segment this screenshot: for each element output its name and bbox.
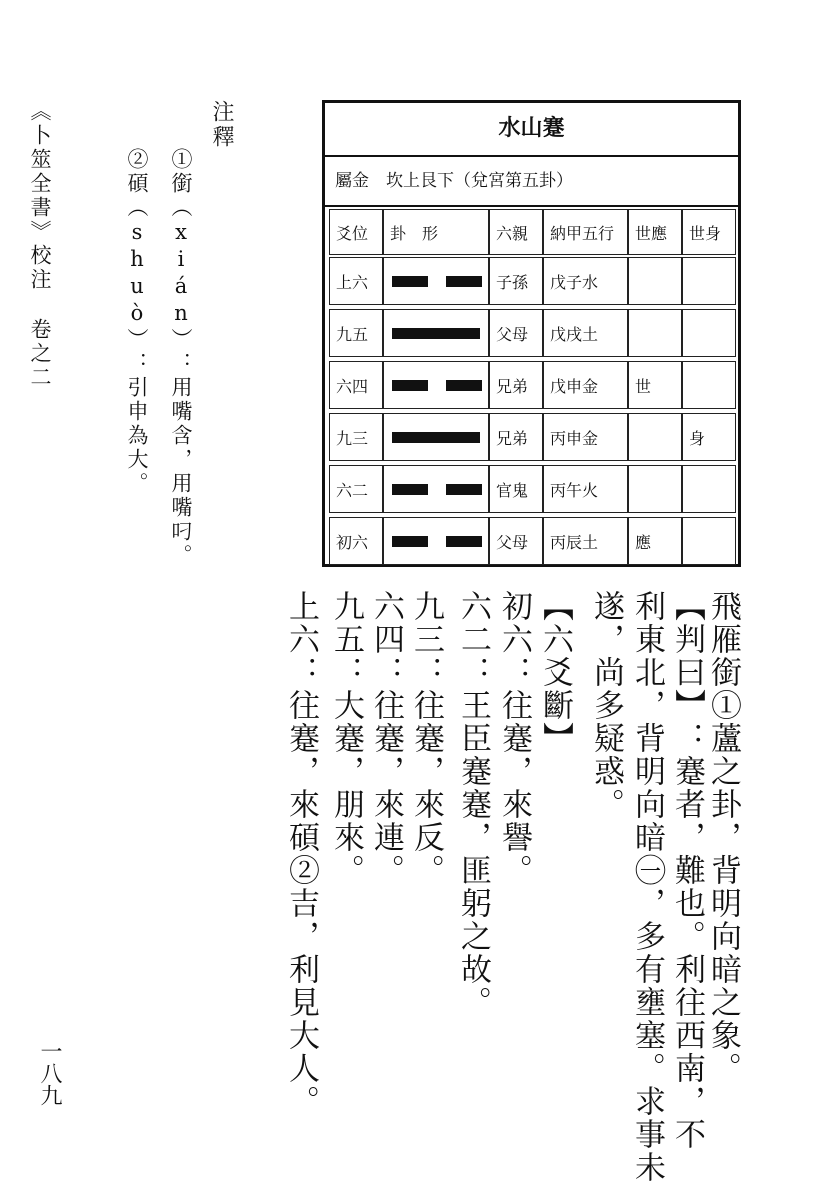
line-shape-cell [383, 465, 489, 513]
table-cell-relative [489, 257, 543, 305]
yang-line [392, 328, 480, 339]
table-cell-relative-text: 父母 [496, 532, 529, 552]
table-cell-shishen [682, 361, 736, 409]
table-cell-shishen-text: 身 [689, 428, 706, 448]
main-line-1: 飛雁銜①蘆之卦，背明向暗之象。 [705, 590, 741, 1085]
table-header-cell-text: 納甲五行 [550, 223, 615, 243]
hexagram-table [322, 100, 741, 567]
table-cell-shiying [628, 465, 682, 513]
main-line-3: 利東北，背明向暗㊀，多有壅塞。求事未 [629, 590, 665, 1184]
hexagram-subtitle: 屬金 坎上艮下（兌宮第五卦） [325, 155, 738, 207]
table-cell-shishen [682, 465, 736, 513]
table-header-cell-text: 六親 [496, 223, 529, 243]
section-heading-six-lines: 【六爻斷】 [537, 590, 573, 755]
table-header-cell [682, 209, 736, 255]
table-cell-position-text: 六二 [336, 480, 369, 500]
table-cell-position-text: 九五 [336, 324, 369, 344]
table-cell-najia-text: 丙辰土 [550, 532, 599, 552]
table-cell-position-text: 九三 [336, 428, 369, 448]
yin-line-segment [446, 276, 482, 287]
table-cell-shishen [682, 413, 736, 461]
table-cell-relative [489, 309, 543, 357]
main-line-liu-er: 六二：王臣蹇蹇，匪躬之故。 [455, 590, 491, 1019]
main-line-liu-si: 六四：往蹇，來連。 [368, 590, 404, 887]
table-cell-shiying [628, 257, 682, 305]
page-number: 一八九 [37, 1040, 62, 1106]
table-header-cell [628, 209, 682, 255]
yin-line-segment [392, 276, 428, 287]
table-header-cell [489, 209, 543, 255]
yin-line-segment [446, 536, 482, 547]
table-cell-shiying-text: 應 [635, 532, 652, 552]
table-cell-shiying [628, 517, 682, 565]
table-cell-najia-text: 戊戌土 [550, 324, 599, 344]
table-cell-shiying [628, 361, 682, 409]
yang-line [392, 432, 480, 443]
table-cell-position-text: 上六 [336, 272, 369, 292]
hexagram-title: 水山蹇 [325, 103, 738, 157]
line-shape-cell [383, 257, 489, 305]
main-line-chu-liu: 初六：往蹇，來譽。 [496, 590, 532, 887]
line-shape-cell [383, 309, 489, 357]
table-cell-shiying-text: 世 [635, 376, 652, 396]
table-cell-relative-text: 父母 [496, 324, 529, 344]
table-cell-relative-text: 兄弟 [496, 428, 529, 448]
table-cell-relative-text: 兄弟 [496, 376, 529, 396]
main-line-4: 遂，尚多疑惑。 [588, 590, 624, 821]
line-shape-cell [383, 413, 489, 461]
table-cell-najia-text: 戊申金 [550, 376, 599, 396]
running-book-title: 《卜筮全書》校注 [28, 100, 52, 292]
table-cell-position-text: 初六 [336, 532, 369, 552]
table-cell-najia-text: 丙申金 [550, 428, 599, 448]
table-cell-relative [489, 517, 543, 565]
yin-line-segment [446, 380, 482, 391]
table-header-cell [543, 209, 628, 255]
table-header-cell-text: 卦 形 [390, 223, 439, 243]
table-cell-shiying [628, 413, 682, 461]
table-cell-najia-text: 戊子水 [550, 272, 599, 292]
table-cell-relative-text: 官鬼 [496, 480, 529, 500]
table-cell-position [329, 465, 383, 513]
note-1: ①銜（xián）：用嘴含，用嘴叼。 [169, 148, 193, 568]
main-line-jiu-san: 九三：往蹇，來反。 [408, 590, 444, 887]
table-header-cell-text: 爻位 [336, 223, 369, 243]
table-cell-relative [489, 361, 543, 409]
table-cell-najia [543, 465, 628, 513]
table-cell-shiying [628, 309, 682, 357]
note-2: ②碩（shuò）：引申為大。 [125, 148, 149, 496]
main-line-shang-liu: 上六：往蹇，來碩②吉，利見大人。 [283, 590, 319, 1118]
yin-line-segment [392, 380, 428, 391]
table-cell-najia [543, 257, 628, 305]
table-cell-position [329, 517, 383, 565]
table-cell-relative [489, 465, 543, 513]
table-header-cell [383, 209, 489, 255]
running-chapter-title: 卷之二 [28, 318, 52, 390]
line-shape-cell [383, 517, 489, 565]
table-cell-najia [543, 309, 628, 357]
table-cell-najia [543, 413, 628, 461]
table-cell-najia [543, 517, 628, 565]
table-cell-position [329, 309, 383, 357]
line-shape-cell [383, 361, 489, 409]
table-header-cell-text: 世身 [689, 223, 722, 243]
notes-heading: 注釋 [209, 100, 234, 150]
table-cell-position-text: 六四 [336, 376, 369, 396]
table-cell-shishen [682, 309, 736, 357]
table-header-cell-text: 世應 [635, 223, 668, 243]
table-header-cell [329, 209, 383, 255]
table-cell-position [329, 361, 383, 409]
table-cell-shishen [682, 517, 736, 565]
table-cell-shishen [682, 257, 736, 305]
yin-line-segment [446, 484, 482, 495]
main-line-2: 【判曰】：蹇者，難也。利往西南，不 [669, 590, 705, 1151]
yin-line-segment [392, 536, 428, 547]
table-cell-najia-text: 丙午火 [550, 480, 599, 500]
table-cell-relative-text: 子孫 [496, 272, 529, 292]
yin-line-segment [392, 484, 428, 495]
table-cell-relative [489, 413, 543, 461]
main-line-jiu-wu: 九五：大蹇，朋來。 [328, 590, 364, 887]
table-cell-position [329, 257, 383, 305]
table-cell-position [329, 413, 383, 461]
table-cell-najia [543, 361, 628, 409]
